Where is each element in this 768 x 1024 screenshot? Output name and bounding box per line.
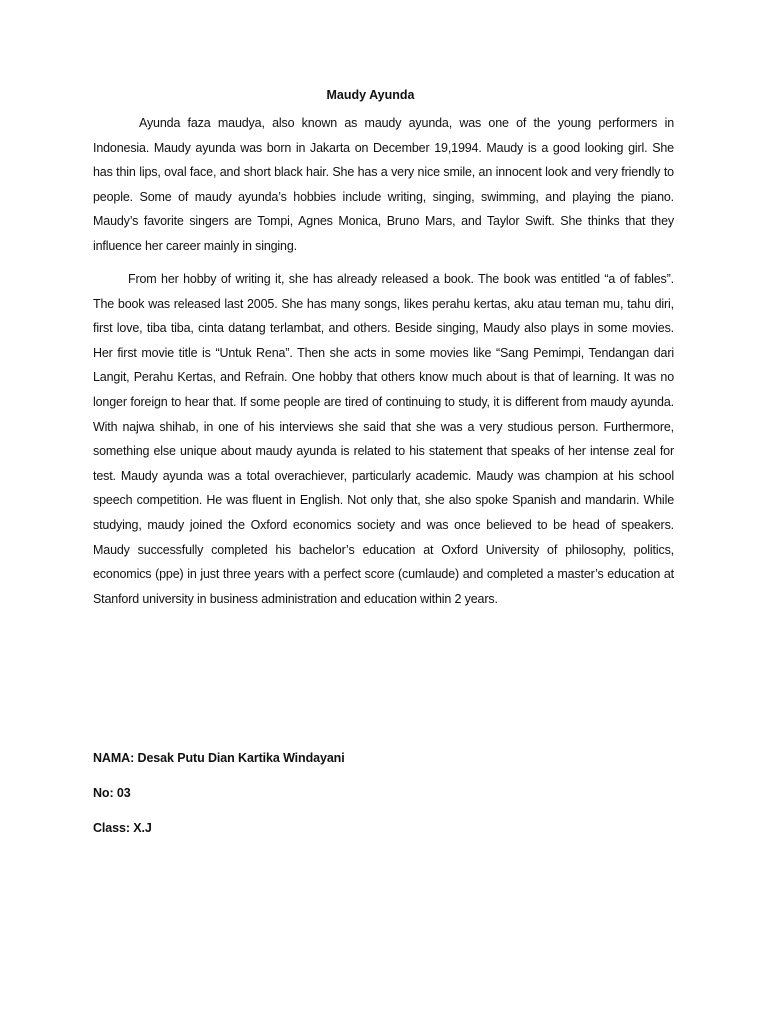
student-class: Class: X.J [93,821,152,835]
paragraph-intro: Ayunda faza maudya, also known as maudy ayunda, was one of the young performers in Indonesia. Maudy ayunda was born in Jakarta on December 19,1994. Maudy is a good looking girl. She has thin lips, oval face, and short black hair. She has a very nice smile, an innocent look and very friendly to people. Some of maudy ayunda’s hobbies include writing, singing, swimming, and playing the piano. Maudy’s favorite singers are Tompi, Agnes Monica, Bruno Mars, and Taylor Swift. She thinks that they influence her career mainly in singing. [93,116,674,253]
document-page [93,0,674,1024]
paragraph-career: From her hobby of writing it, she has already released a book. The book was entitled “a of fables”. The book was released last 2005. She has many songs, likes perahu kertas, aku atau teman mu, tahu diri, first love, tiba tiba, cinta datang terlambat, and others. Beside singing, Maudy also plays in some movies. Her first movie title is “Untuk Rena”. Then she acts in some movies like “Sang Pemimpi, Tendangan dari Langit, Perahu Kertas, and Refrain. One hobby that others know much about is that of learning. It was no longer foreign to hear that. If some people are tired of continuing to study, it is different from maudy ayunda. With najwa shihab, in one of his interviews she said that she was a very studious person. Furthermore, something else unique about maudy ayunda is related to his statement that speaks of her intense zeal for test. Maudy ayunda was a total overachiever, particularly academic. Maudy was champion at his school speech competition. He was fluent in English. Not only that, she also spoke Spanish and mandarin. While studying, maudy joined the Oxford economics society and was once believed to be head of speakers. Maudy successfully completed his bachelor’s education at Oxford University of philosophy, politics, economics (ppe) in just three years with a perfect score (cumlaude) and completed a master’s education at Stanford university in business administration and education within 2 years. [93,272,674,606]
student-name: NAMA: Desak Putu Dian Kartika Windayani [93,751,345,765]
document-title: Maudy Ayunda [326,88,415,102]
student-number: No: 03 [93,786,131,800]
